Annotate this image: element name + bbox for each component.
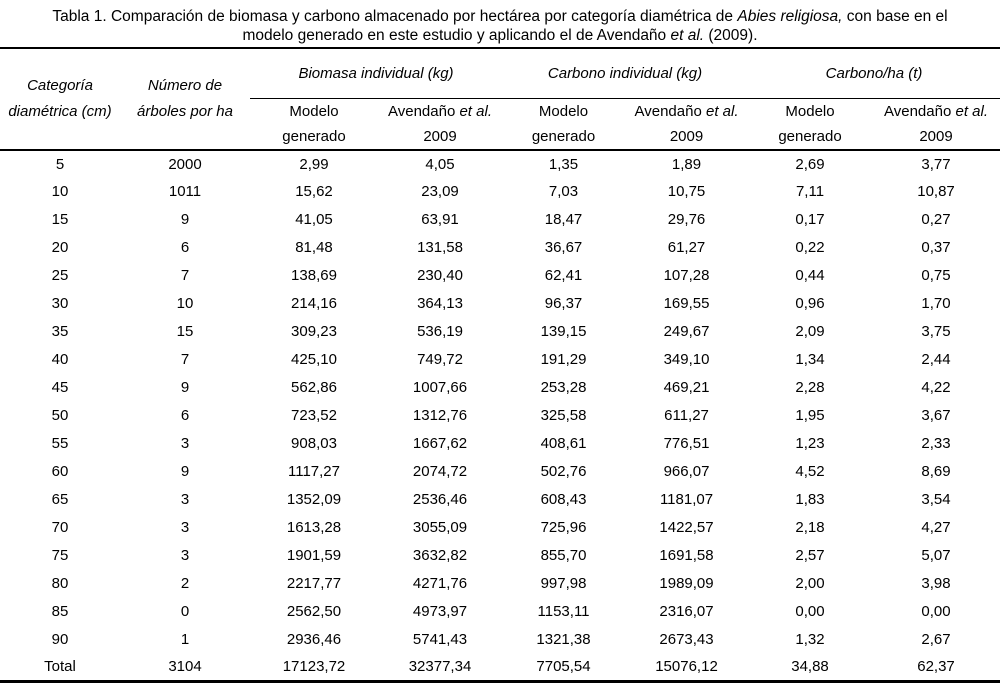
table-cell: 9	[180, 463, 190, 480]
table-cell: 3	[180, 519, 190, 536]
table-cell: 35	[51, 323, 69, 340]
subcol-text: Avendaño	[634, 102, 706, 120]
species-italic: Abies religiosa,	[737, 8, 843, 25]
table-cell: 3055,09	[412, 519, 468, 536]
table-cell: 18,47	[544, 211, 583, 228]
table-row	[0, 262, 1000, 290]
table-cell: 0,00	[795, 603, 825, 620]
table-cell: 776,51	[663, 435, 710, 452]
caption-text: (2009).	[704, 27, 758, 44]
table-cell: 608,43	[540, 491, 587, 508]
table-cell: 2074,72	[412, 463, 468, 480]
table-cell: 65	[51, 491, 69, 508]
table-cell: 7,11	[795, 183, 825, 200]
table-cell: 2,57	[795, 547, 825, 564]
table-cell: 191,29	[540, 351, 587, 368]
table-cell: 6	[180, 239, 190, 256]
table-cell: 408,61	[540, 435, 587, 452]
subcol-line: 2009	[669, 127, 704, 145]
table-cell: 1352,09	[286, 491, 342, 508]
subcol-line: generado	[282, 127, 346, 145]
subcol-text: Avendaño	[388, 102, 460, 120]
table-cell: 55	[51, 435, 69, 452]
table-cell: 966,07	[663, 463, 710, 480]
table-cell: 2,99	[299, 155, 329, 173]
table-cell: 32377,34	[408, 658, 472, 676]
table-cell: 10,75	[667, 183, 706, 200]
table-cell: 502,76	[540, 463, 587, 480]
subcol-line	[872, 99, 1000, 124]
group-header-carbono-individual: Carbono individual (kg)	[502, 48, 748, 98]
table-cell: 1989,09	[659, 575, 714, 592]
table-cell: 7705,54	[536, 658, 591, 676]
table-cell: 5	[55, 155, 65, 173]
table-cell: 0,17	[795, 211, 825, 228]
table-cell: 5,07	[921, 547, 951, 564]
table-cell: 1,35	[548, 155, 579, 173]
table-cell: 536,19	[417, 323, 463, 340]
table-row	[0, 150, 1000, 178]
table-cell: 1011	[168, 183, 202, 200]
table-cell: 138,69	[291, 267, 337, 284]
table-cell: 1,70	[921, 295, 951, 312]
table-cell: 9	[180, 379, 190, 396]
table-cell: 611,27	[664, 407, 709, 424]
table-cell: 7	[180, 267, 190, 284]
table-cell: 75	[51, 547, 69, 564]
table-cell: 325,58	[540, 407, 587, 424]
table-cell: 0,75	[921, 267, 951, 284]
table-cell: 0,27	[921, 211, 951, 228]
table-cell: 2,00	[795, 575, 825, 592]
table-cell: 2536,46	[412, 491, 468, 508]
table-cell: 723,52	[291, 407, 337, 424]
group-header-biomasa-individual: Biomasa individual (kg)	[250, 48, 502, 98]
table-cell: 25	[51, 267, 69, 284]
table-caption	[0, 0, 1000, 47]
table-cell: 908,03	[291, 435, 337, 452]
table-cell: 15	[51, 211, 69, 228]
table-cell: 3	[180, 491, 190, 508]
table-cell: 349,10	[663, 351, 710, 368]
etal-italic: et al.	[955, 102, 989, 120]
table-cell: 1007,66	[412, 379, 468, 396]
table-cell: 1,34	[795, 351, 825, 368]
table-cell: 20	[51, 239, 69, 256]
table-cell: 3	[180, 435, 190, 452]
header-row-groups	[0, 48, 1000, 98]
table-cell: 562,86	[291, 379, 337, 396]
subcol-text: Avendaño	[884, 102, 956, 120]
table-cell: 230,40	[417, 267, 463, 284]
table-cell: 1,32	[795, 631, 825, 648]
table-cell: 90	[51, 631, 69, 648]
table-cell: 107,28	[663, 267, 710, 284]
table-cell: 4,52	[795, 463, 825, 480]
table-cell: 10	[176, 295, 194, 312]
subcol-line	[625, 99, 748, 124]
table-cell: 4,27	[921, 519, 951, 536]
table-cell: 40	[51, 351, 69, 368]
table-cell: 3,54	[921, 491, 951, 508]
table-row	[0, 430, 1000, 458]
table-cell: 4,22	[921, 379, 951, 396]
table-cell: 1153,11	[537, 603, 590, 620]
table-row	[0, 290, 1000, 318]
table-cell: 253,28	[540, 379, 587, 396]
table-cell: 2000	[168, 155, 202, 173]
table-cell: 1321,38	[536, 631, 591, 648]
table-cell: 6	[180, 407, 190, 424]
table-cell: 60	[51, 463, 69, 480]
caption-line-2	[0, 26, 1000, 45]
table-cell: 63,91	[421, 211, 459, 228]
col-header-line: Número de	[147, 76, 223, 94]
subcol-line	[378, 99, 502, 124]
table-cell: 3104	[168, 658, 202, 676]
table-cell: 2562,50	[286, 603, 342, 620]
table-cell: 0	[180, 603, 190, 620]
table-cell: 8,69	[921, 463, 951, 480]
table-cell: 10	[51, 183, 69, 200]
table-cell: 469,21	[663, 379, 710, 396]
table-cell: 9	[180, 211, 190, 228]
table-cell: 2,33	[921, 435, 951, 452]
table-cell: 7	[180, 351, 190, 368]
table-cell: 1117,27	[288, 463, 340, 480]
table-row	[0, 346, 1000, 374]
table-cell: 1181,07	[659, 491, 714, 508]
col-header-line: Categoría	[27, 76, 93, 94]
table-cell: 169,55	[663, 295, 710, 312]
table-cell: 0,22	[795, 239, 825, 256]
subcol-line: Modelo	[538, 102, 589, 120]
table-cell: 2,18	[795, 519, 825, 536]
table-row	[0, 402, 1000, 430]
table-cell: 1,83	[795, 491, 825, 508]
subcol-avendano-carbono-ha	[872, 98, 1000, 150]
table-cell: 7,03	[548, 183, 579, 200]
table-cell: 17123,72	[282, 658, 346, 676]
table-cell: 2316,07	[659, 603, 714, 620]
table-cell: 3,98	[921, 575, 951, 592]
table-cell: 36,67	[544, 239, 583, 256]
table-cell: 0,44	[795, 267, 825, 284]
table-cell: 85	[51, 603, 69, 620]
subcol-modelo-carbono-ha	[748, 98, 872, 150]
table-cell: Total	[44, 658, 76, 676]
table-cell: 15076,12	[655, 658, 718, 676]
table-cell: 855,70	[540, 547, 587, 564]
subcol-line: generado	[778, 127, 842, 145]
table-row	[0, 570, 1000, 598]
table-cell: 749,72	[417, 351, 463, 368]
table-cell: 62,41	[544, 267, 583, 284]
table-cell: 2673,43	[659, 631, 714, 648]
caption-text: con base en el	[842, 8, 948, 25]
table-cell: 725,96	[540, 519, 587, 536]
table-cell: 62,37	[917, 658, 955, 676]
table-cell: 3,75	[921, 323, 951, 340]
subcol-modelo-biomasa	[250, 98, 378, 150]
table-body	[0, 150, 1000, 682]
biomass-carbon-table	[0, 47, 1000, 683]
caption-text: Tabla 1. Comparación de biomasa y carbono almacenado por hectárea por categoría diamétrica de	[52, 8, 738, 25]
table-cell: 3,67	[921, 407, 951, 424]
table-cell: 214,16	[291, 295, 337, 312]
subcol-line: 2009	[919, 127, 953, 145]
table-cell: 5741,43	[412, 631, 468, 648]
table-cell: 2,67	[921, 631, 951, 648]
table-cell: 1,95	[795, 407, 825, 424]
table-cell: 1901,59	[286, 547, 342, 564]
subcol-line: Modelo	[785, 102, 835, 120]
table-cell: 81,48	[295, 239, 333, 256]
subcol-avendano-carbono	[625, 98, 748, 150]
table-cell: 2	[180, 575, 190, 592]
table-cell: 0,37	[921, 239, 951, 256]
table-row	[0, 458, 1000, 486]
table-header	[0, 48, 1000, 150]
table-cell: 2,09	[795, 323, 825, 340]
table-cell: 10,87	[917, 183, 955, 200]
subcol-modelo-carbono	[502, 98, 625, 150]
table-cell: 4,05	[425, 155, 455, 173]
table-cell: 3,77	[921, 155, 951, 173]
table-cell: 61,27	[667, 239, 706, 256]
table-cell: 1,23	[795, 435, 825, 452]
subcol-avendano-biomasa	[378, 98, 502, 150]
table-cell: 34,88	[791, 658, 829, 676]
subcol-line: Modelo	[289, 102, 339, 120]
subcol-line: generado	[531, 127, 596, 145]
caption-line-1	[0, 7, 1000, 26]
table-cell: 70	[51, 519, 69, 536]
table-row	[0, 374, 1000, 402]
table-row	[0, 206, 1000, 234]
table-row	[0, 514, 1000, 542]
table-cell: 1	[180, 631, 190, 648]
table-cell: 3	[180, 547, 190, 564]
col-header-line: árboles por ha	[137, 102, 233, 120]
table-row	[0, 598, 1000, 626]
group-header-carbono-ha: Carbono/ha (t)	[748, 48, 1000, 98]
table-cell: 0,96	[795, 295, 825, 312]
table-cell: 2936,46	[286, 631, 342, 648]
table-cell: 0,00	[921, 603, 951, 620]
col-header-numero-arboles	[120, 48, 250, 150]
table-cell: 1312,76	[412, 407, 468, 424]
etal-italic: et al.	[670, 27, 705, 44]
table-cell: 1422,57	[659, 519, 714, 536]
etal-italic: et al.	[459, 102, 492, 120]
col-header-line: diamétrica (cm)	[8, 102, 112, 120]
table-cell: 1613,28	[286, 519, 342, 536]
table-cell: 997,98	[540, 575, 587, 592]
table-cell: 2,44	[921, 351, 951, 368]
table-cell: 1667,62	[412, 435, 468, 452]
col-header-categoria-diametrica	[0, 48, 120, 150]
table-cell: 23,09	[421, 183, 459, 200]
table-cell: 2,28	[795, 379, 825, 396]
table-cell: 2217,77	[286, 575, 342, 592]
table-row	[0, 486, 1000, 514]
table-row	[0, 178, 1000, 206]
table-cell: 1,89	[671, 155, 702, 173]
table-cell: 309,23	[291, 323, 337, 340]
table-cell: 15	[176, 323, 194, 340]
table-cell: 96,37	[544, 295, 583, 312]
caption-text: modelo generado en este estudio y aplicando el de Avendaño	[242, 27, 671, 44]
table-row	[0, 318, 1000, 346]
table-cell: 1691,58	[659, 547, 714, 564]
table-cell: 41,05	[295, 211, 333, 228]
table-cell: 139,15	[540, 323, 587, 340]
table-row	[0, 626, 1000, 654]
total-row	[0, 654, 1000, 682]
table-cell: 249,67	[663, 323, 710, 340]
subcol-line: 2009	[423, 127, 457, 145]
table-cell: 425,10	[291, 351, 337, 368]
table-cell: 45	[51, 379, 69, 396]
table-cell: 364,13	[417, 295, 463, 312]
table-cell: 15,62	[295, 183, 333, 200]
table-cell: 4973,97	[412, 603, 468, 620]
table-row	[0, 234, 1000, 262]
table-cell: 50	[51, 407, 69, 424]
table-cell: 29,76	[667, 211, 706, 228]
table-cell: 80	[51, 575, 69, 592]
table-cell: 3632,82	[412, 547, 468, 564]
table-cell: 30	[51, 295, 69, 312]
etal-italic: et al.	[705, 102, 739, 120]
table-cell: 4271,76	[412, 575, 468, 592]
table-cell: 131,58	[417, 239, 463, 256]
table-row	[0, 542, 1000, 570]
table-cell: 2,69	[795, 155, 825, 173]
